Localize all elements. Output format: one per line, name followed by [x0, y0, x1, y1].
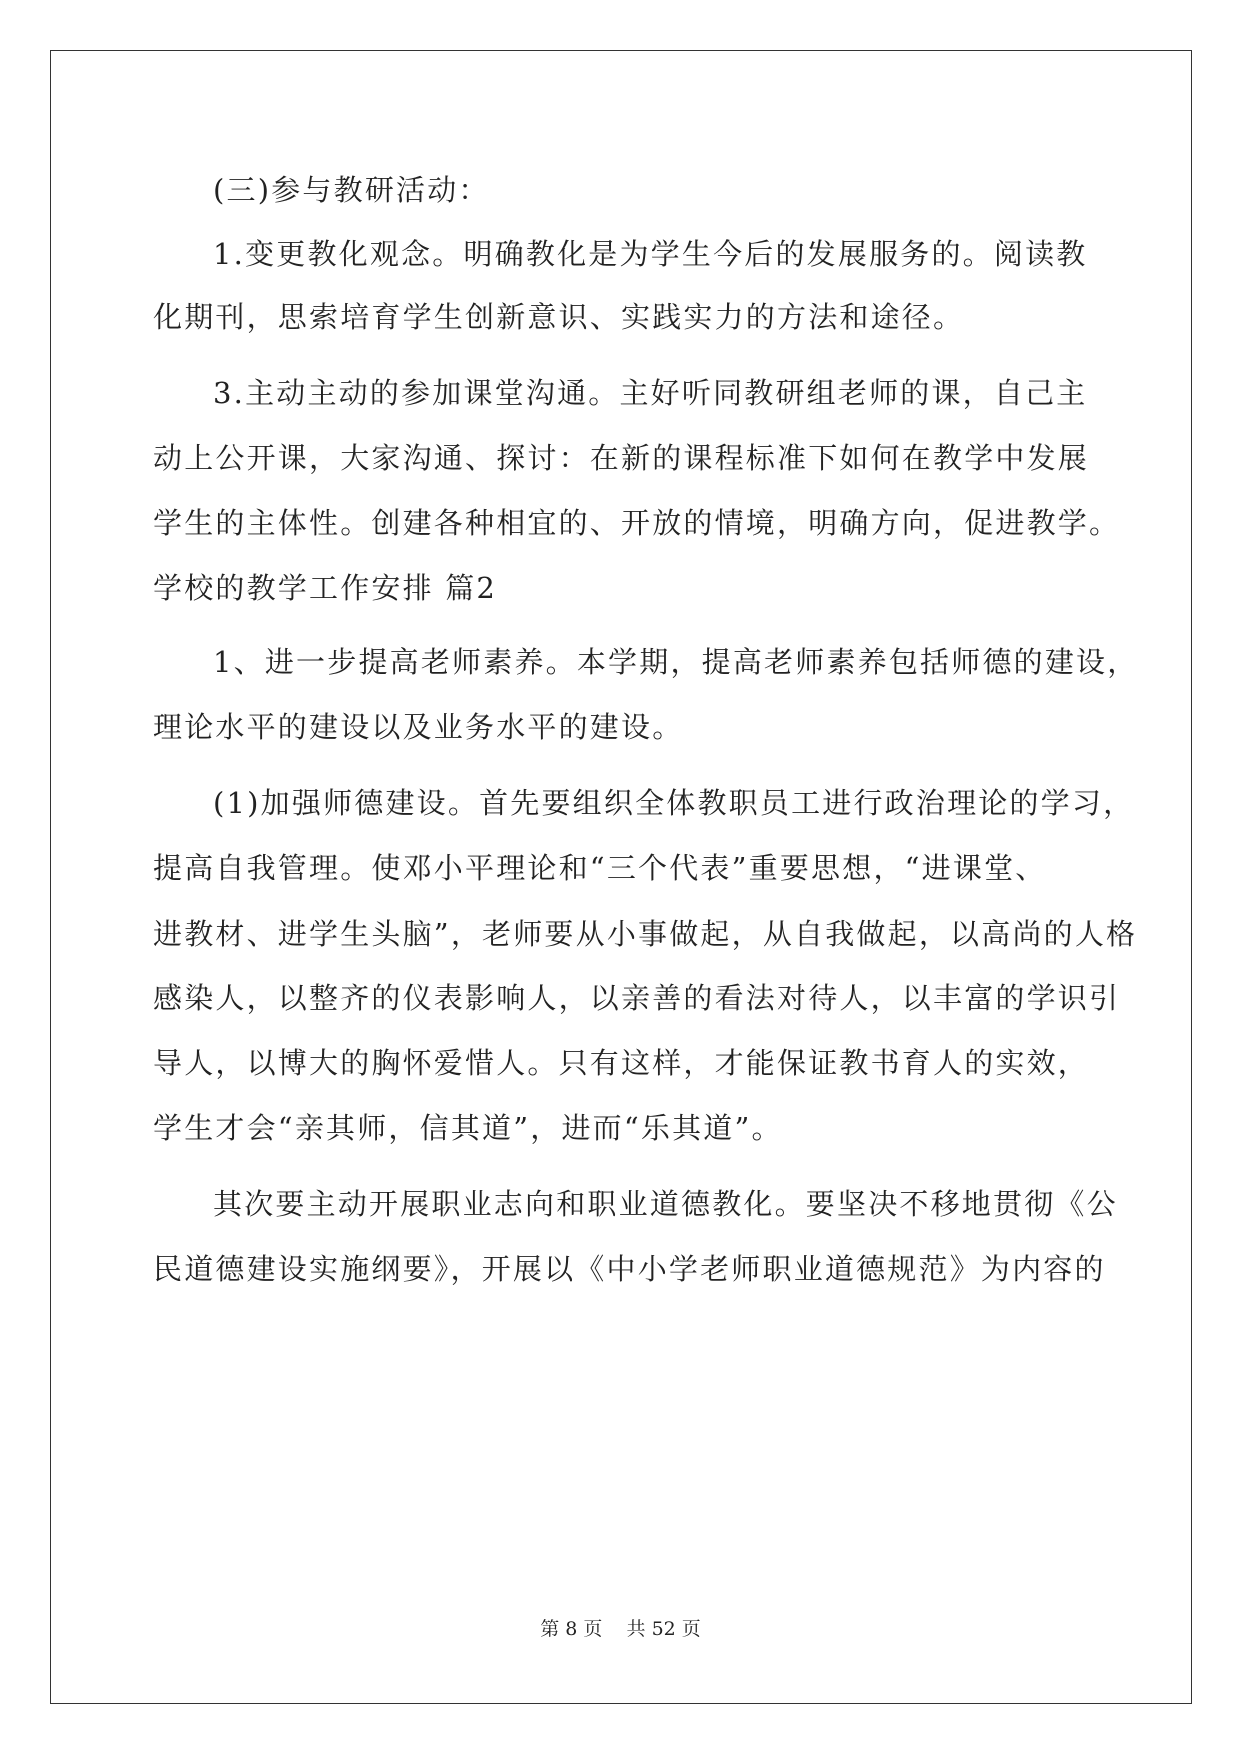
- paragraph-line: 进教材、进学生头脑”，老师要从小事做起，从自我做起，以高尚的人格: [153, 917, 1138, 951]
- section-title: 学校的教学工作安排 篇2: [153, 571, 498, 605]
- paragraph-line: 民道德建设实施纲要》，开展以《中小学老师职业道德规范》为内容的: [153, 1252, 1106, 1286]
- paragraph-line: 化期刊，思索培育学生创新意识、实践实力的方法和途径。: [153, 300, 965, 334]
- paragraph-line: 导人，以博大的胸怀爱惜人。只有这样，才能保证教书育人的实效，: [153, 1046, 1090, 1080]
- paragraph-line: 3.主动主动的参加课堂沟通。主好听同教研组老师的课，自己主: [213, 376, 1088, 410]
- paragraph-line: 感染人，以整齐的仪表影响人，以亲善的看法对待人，以丰富的学识引: [153, 981, 1121, 1015]
- paragraph-line: 理论水平的建设以及业务水平的建设。: [153, 710, 684, 744]
- page-number-footer: 第 8 页 共 52 页: [540, 1618, 701, 1640]
- paragraph-line: 学生的主体性。创建各种相宜的、开放的情境，明确方向，促进教学。: [153, 506, 1121, 540]
- paragraph-line: 1、进一步提高老师素养。本学期，提高老师素养包括师德的建设，: [213, 645, 1139, 679]
- paragraph-line: 动上公开课，大家沟通、探讨：在新的课程标准下如何在教学中发展: [153, 441, 1090, 475]
- paragraph-line: (1)加强师德建设。首先要组织全体教职员工进行政治理论的学习，: [213, 786, 1135, 820]
- paragraph-line: 提高自我管理。使邓小平理论和“三个代表”重要思想，“进课堂、: [153, 851, 1047, 885]
- section-heading: (三)参与教研活动：: [213, 173, 490, 207]
- paragraph-line: 其次要主动开展职业志向和职业道德教化。要坚决不移地贯彻《公: [213, 1187, 1118, 1221]
- paragraph-line: 1.变更教化观念。明确教化是为学生今后的发展服务的。阅读教: [213, 237, 1088, 271]
- paragraph-line: 学生才会“亲其师，信其道”，进而“乐其道”。: [153, 1111, 783, 1145]
